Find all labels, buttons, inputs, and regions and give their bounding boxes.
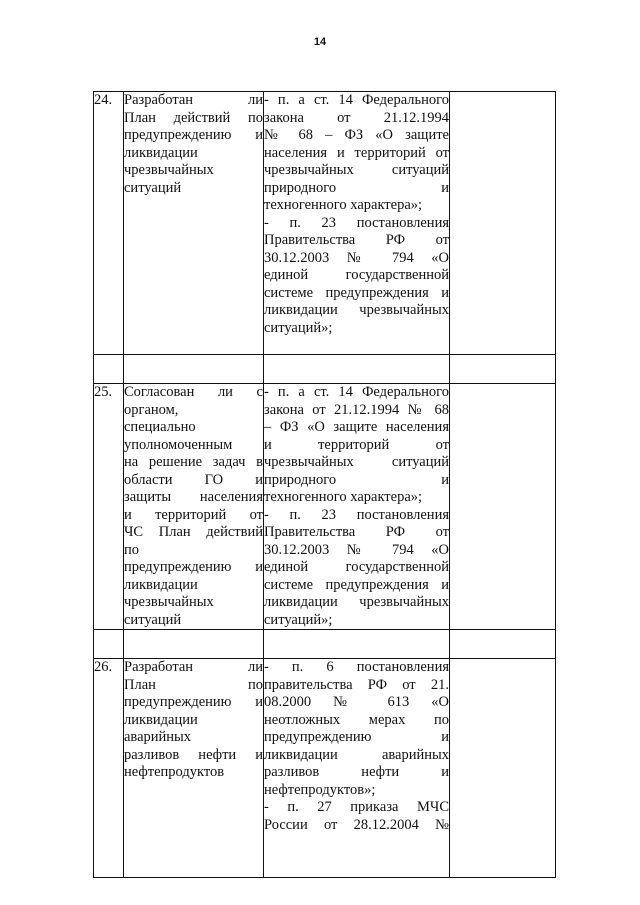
question-line: ликвидации: [124, 144, 198, 161]
basis-line: техногенного характера»;: [264, 489, 423, 505]
question-line: защиты населения: [124, 489, 263, 505]
basis-line: системе предупреждения и: [264, 576, 449, 593]
row-number: 24.: [94, 92, 124, 355]
question-line: ситуаций: [124, 611, 182, 628]
basis-line: 30.12.2003 № 794 «О: [264, 541, 449, 558]
question-line: предупреждению и: [124, 559, 263, 575]
basis-line: – ФЗ «О защите населения: [264, 419, 449, 435]
basis-line: 08.2000 № 613 «О: [264, 694, 449, 710]
basis-line: 30.12.2003 № 794 «О: [264, 249, 449, 266]
basis-line: № 68 – ФЗ «О защите: [264, 127, 449, 143]
table-row-24: [94, 92, 556, 355]
basis-line: населения и территорий от: [264, 144, 449, 161]
basis-line: закона от 21.12.1994 № 68: [264, 401, 449, 418]
note-cell: [450, 384, 556, 630]
basis-line: закона от 21.12.1994: [264, 109, 449, 126]
basis-line: - п. 27 приказа МЧС: [264, 799, 449, 815]
question-line: области ГО и: [124, 471, 263, 488]
row-number: 26.: [94, 659, 124, 878]
legal-basis-cell: [264, 384, 450, 630]
basis-line: Правительства РФ от: [264, 524, 449, 540]
question-line: уполномоченным: [124, 436, 233, 453]
basis-line: ситуаций»;: [264, 611, 333, 628]
basis-line: ликвидации аварийных: [264, 746, 449, 763]
question-cell: [124, 384, 264, 630]
question-line: предупреждению и: [124, 694, 263, 710]
basis-line: ликвидации чрезвычайных: [264, 594, 449, 610]
checklist-table: [93, 91, 556, 878]
question-line: нефтепродуктов: [124, 764, 225, 780]
basis-line: и территорий от: [264, 436, 449, 453]
basis-line: Правительства РФ от: [264, 232, 449, 248]
table-row-25: [94, 384, 556, 630]
basis-line: природного и: [264, 179, 449, 196]
question-line: предупреждению и: [124, 127, 263, 143]
basis-line: - п. 23 постановления: [264, 506, 449, 523]
basis-line: - п. а ст. 14 Федерального: [264, 92, 449, 108]
basis-line: ситуаций»;: [264, 319, 333, 336]
question-cell: [124, 659, 264, 878]
basis-line: нефтепродуктов»;: [264, 781, 376, 798]
legal-basis-cell: [264, 92, 450, 355]
basis-line: природного и: [264, 471, 449, 488]
row-number: 25.: [94, 384, 124, 630]
basis-line: России от 28.12.2004 №: [264, 816, 449, 833]
question-line: по: [124, 541, 140, 558]
question-line: аварийных: [124, 729, 192, 745]
basis-line: техногенного характера»;: [264, 197, 423, 213]
question-cell: [124, 92, 264, 355]
legal-basis-cell: [264, 659, 450, 878]
question-line: разливов нефти и: [124, 746, 263, 763]
basis-line: системе предупреждения и: [264, 284, 449, 301]
basis-line: разливов нефти и: [264, 764, 449, 780]
question-line: ЧС План действий: [124, 524, 263, 540]
question-line: ситуаций: [124, 179, 182, 196]
question-line: ликвидации: [124, 711, 198, 728]
question-line: Согласован ли с: [124, 384, 263, 400]
question-line: и территорий от: [124, 506, 263, 523]
question-line: специально: [124, 419, 196, 435]
basis-line: чрезвычайных ситуаций: [264, 162, 449, 178]
question-line: ликвидации: [124, 576, 198, 593]
basis-line: неотложных мерах по: [264, 711, 449, 728]
question-line: органом,: [124, 401, 179, 418]
note-cell: [450, 659, 556, 878]
page-number: 14: [313, 36, 327, 48]
basis-line: правительства РФ от 21.: [264, 676, 449, 693]
note-cell: [450, 92, 556, 355]
basis-line: - п. 23 постановления: [264, 214, 449, 231]
basis-line: - п. а ст. 14 Федерального: [264, 384, 449, 400]
row-spacer: [94, 630, 556, 659]
basis-line: чрезвычайных ситуаций: [264, 454, 449, 470]
basis-line: единой государственной: [264, 267, 449, 283]
basis-line: - п. 6 постановления: [264, 659, 449, 675]
row-spacer: [94, 355, 556, 384]
question-line: Разработан ли: [124, 659, 263, 675]
question-line: Разработан ли: [124, 92, 263, 108]
question-line: чрезвычайных: [124, 162, 214, 178]
basis-line: предупреждению и: [264, 729, 449, 745]
question-line: План действий по: [124, 109, 263, 126]
table-row-26: [94, 659, 556, 878]
question-line: чрезвычайных: [124, 594, 214, 610]
question-line: План по: [124, 676, 263, 693]
basis-line: единой государственной: [264, 559, 449, 575]
basis-line: ликвидации чрезвычайных: [264, 302, 449, 318]
question-line: на решение задач в: [124, 454, 263, 470]
